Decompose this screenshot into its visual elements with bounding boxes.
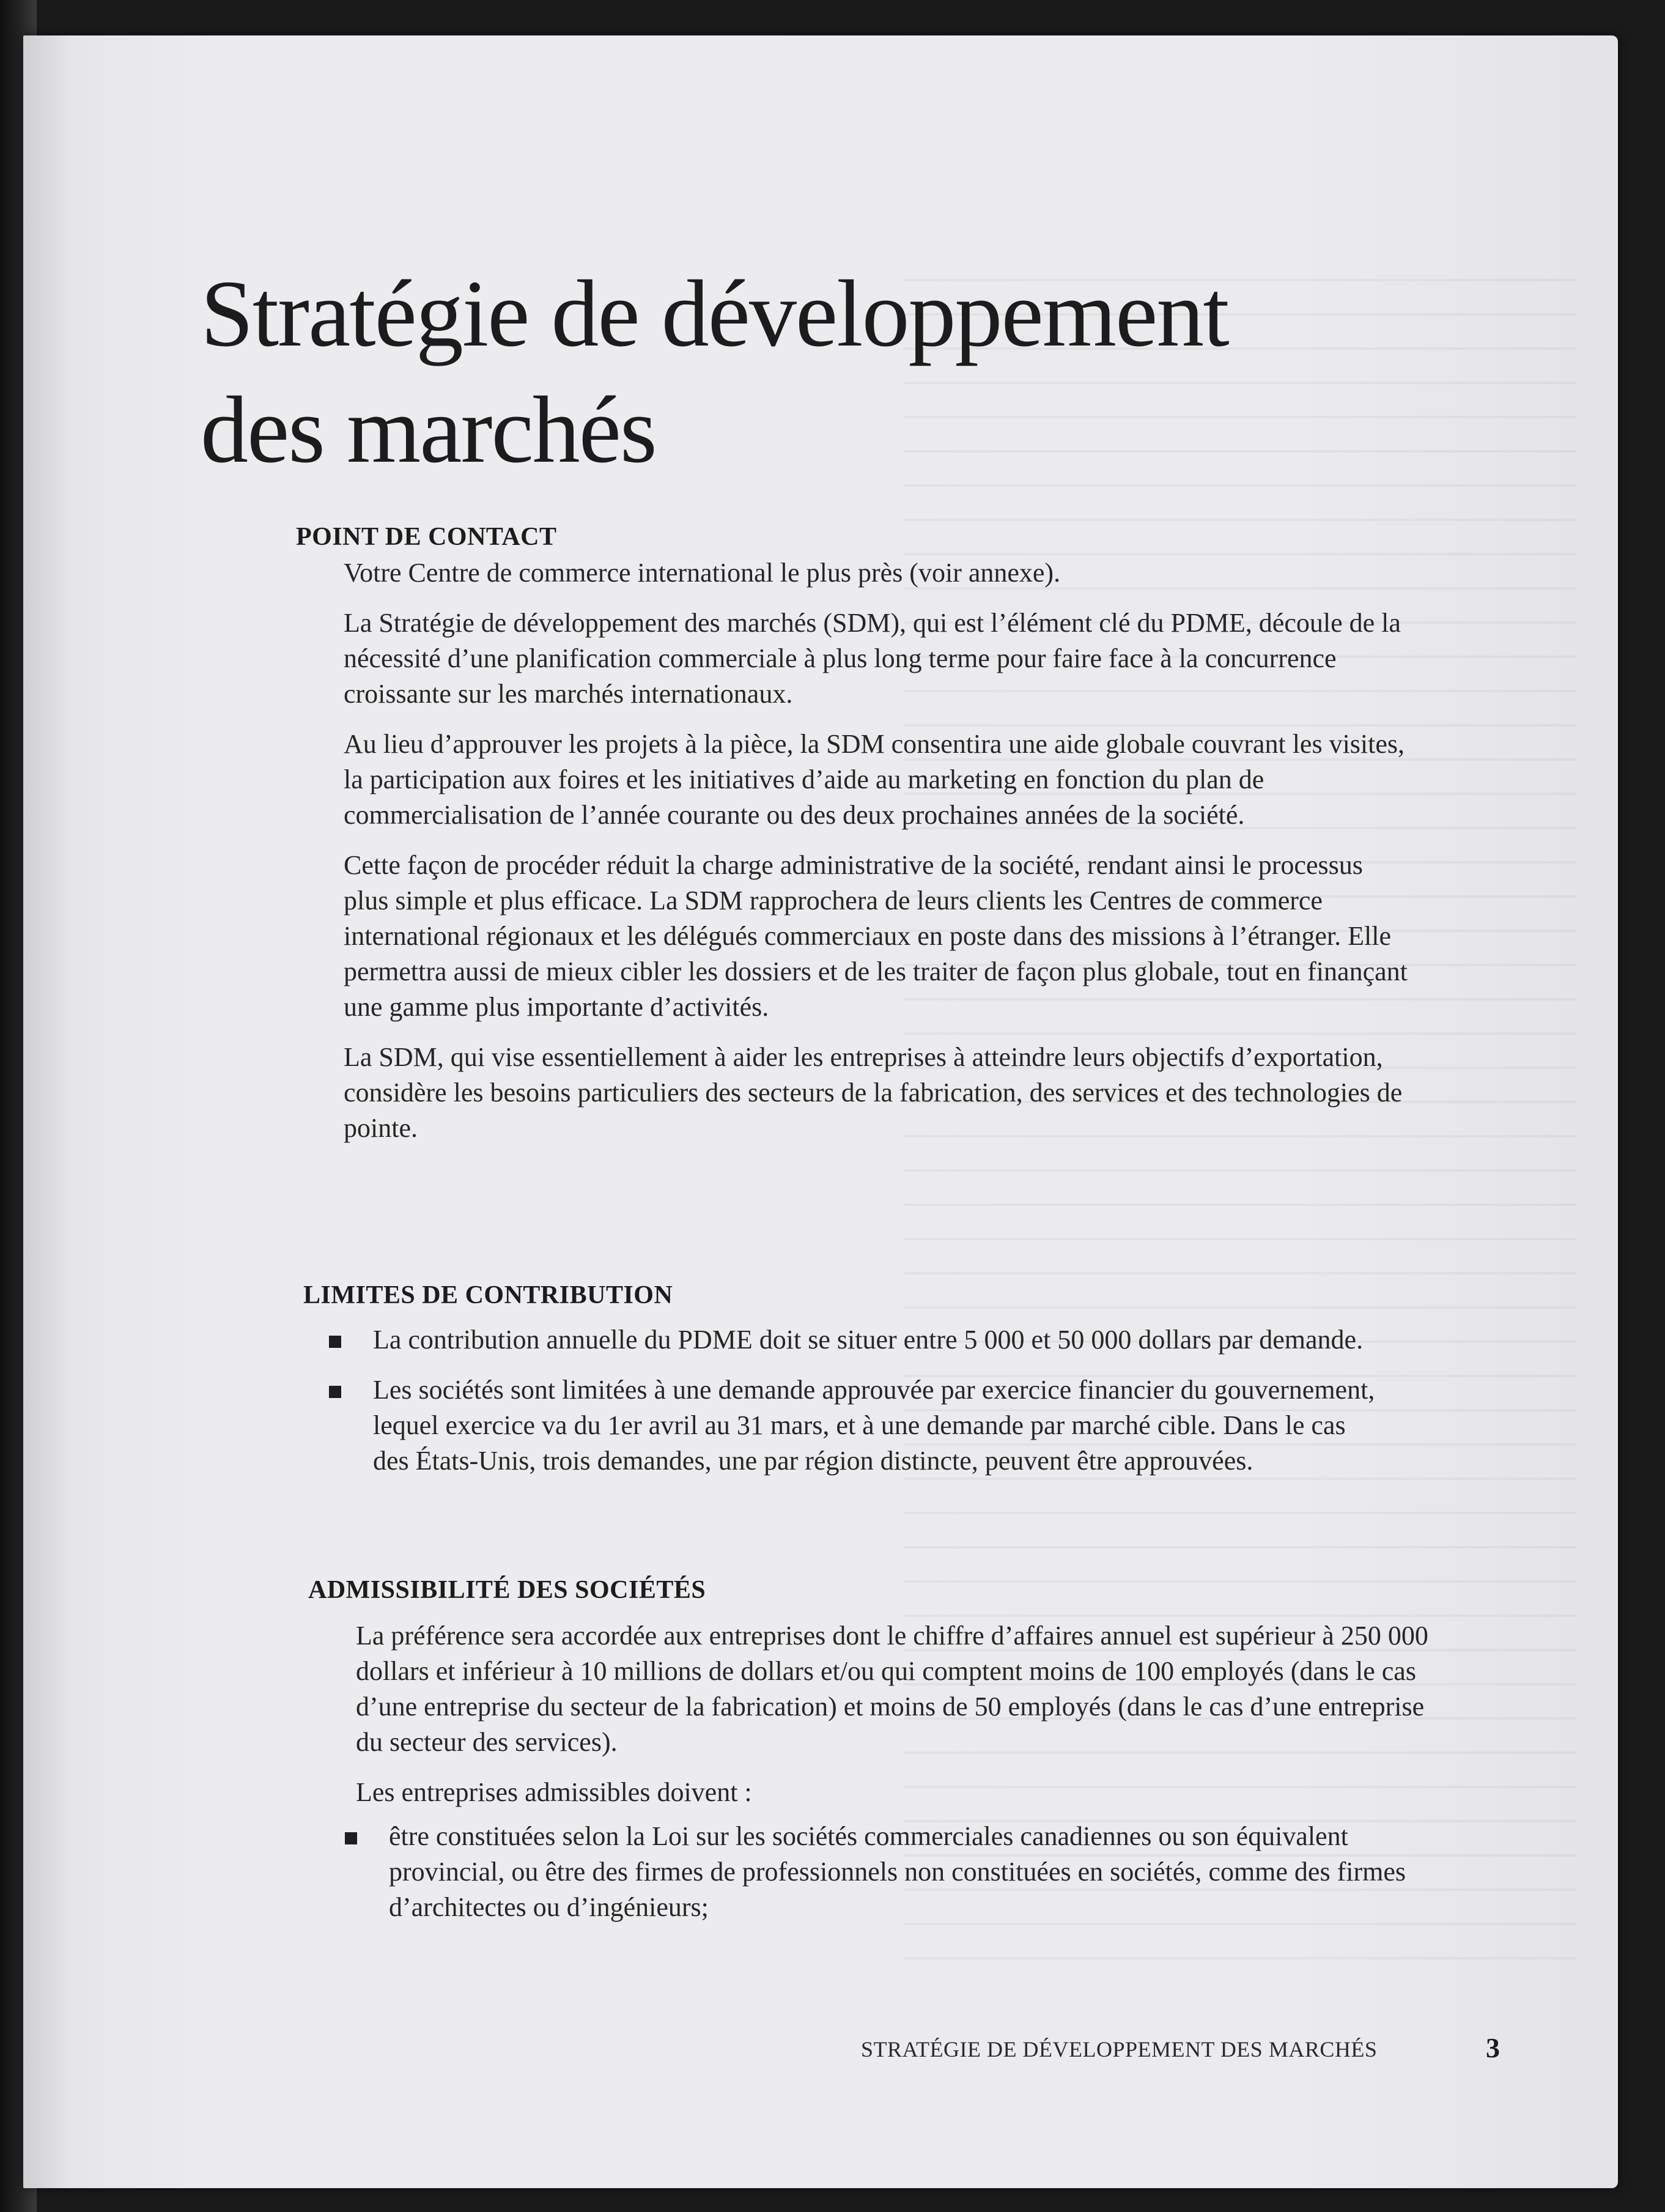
list-item [329, 1372, 1381, 1479]
square-bullet-icon [329, 1336, 341, 1348]
intro-paragraph: La Stratégie de développement des marchés (SDM), qui est l’élément clé du PDME, découle de la nécessité d’une planification commerciale à plus long terme pour faire face à la concurrence croissante sur les marchés internationaux. [344, 608, 1401, 709]
square-bullet-icon [345, 1832, 357, 1844]
list-item-text: Les sociétés sont limitées à une demande approuvée par exercice financier du gouvernement, lequel exercice va du 1er avril au 31 mars, et à une demande par marché cible. Dans le cas des États-Unis, trois demandes, une par région distincte, peuvent être approuvées. [373, 1375, 1375, 1476]
eligibility-paragraph: La préférence sera accordée aux entreprises dont le chiffre d’affaires annuel est supérieur à 250 000 dollars et inférieur à 10 millions de dollars et/ou qui comptent moins de 100 employés (dans le cas d’une entreprise du secteur de la fabrication) et moins de 50 employés (dans le cas d’une entreprise du secteur des services). [356, 1621, 1428, 1757]
objective-paragraph: La SDM, qui vise essentiellement à aider les entreprises à atteindre leurs objectifs d’exportation, considère les besoins particuliers des secteurs de la fabrication, des services et des technologies de pointe. [344, 1042, 1403, 1143]
section-heading: LIMITES DE CONTRIBUTION [303, 1281, 673, 1309]
page-title-line-2: des marchés [201, 377, 656, 483]
list-item-text: La contribution annuelle du PDME doit se situer entre 5 000 et 50 000 dollars par demande. [373, 1325, 1364, 1355]
section-admissibilite [308, 1575, 1439, 1925]
process-paragraph: Cette façon de procéder réduit la charge administrative de la société, rendant ainsi le processus plus simple et plus efficace. La SDM rapprochera de leurs clients les Centres de commerce international régionaux et les délégués commerciaux en poste dans des missions à l’étranger. Elle permettra aussi de mieux cibler les dossiers et de les traiter de façon plus globale, tout en finançant une gamme plus importante d’activités. [344, 850, 1408, 1022]
section-limites-de-contribution [303, 1281, 1434, 1479]
section-heading: ADMISSIBILITÉ DES SOCIÉTÉS [308, 1576, 706, 1604]
contact-paragraph: Votre Centre de commerce international le plus près (voir annexe). [344, 558, 1061, 588]
section-heading: POINT DE CONTACT [296, 523, 557, 551]
limits-list [303, 1322, 1381, 1479]
list-item [329, 1322, 1381, 1358]
page-title [201, 256, 1423, 488]
approach-paragraph: Au lieu d’approuver les projets à la pièce, la SDM consentira une aide globale couvrant les visites, la participation aux foires et les initiatives d’aide au marketing en fonction du plan de commercialisation de l’année courante ou des deux prochaines années de la société. [344, 729, 1405, 830]
requirements-intro: Les entreprises admissibles doivent : [356, 1777, 752, 1807]
page-title-line-1: Stratégie de développement [201, 261, 1228, 366]
running-footer: STRATÉGIE DE DÉVELOPPEMENT DES MARCHÉS [861, 2037, 1378, 2062]
list-item [345, 1819, 1409, 1925]
square-bullet-icon [329, 1386, 341, 1398]
list-item-text: être constituées selon la Loi sur les sociétés commerciales canadiennes ou son équivalent provincial, ou être des firmes de professionnels non constituées en sociétés, comme des firmes d’architectes ou d’ingénieurs; [389, 1821, 1406, 1922]
document-page [23, 35, 1618, 2188]
section-point-de-contact [296, 522, 1427, 1146]
requirements-list [308, 1819, 1409, 1925]
page-number: 3 [1486, 2032, 1500, 2063]
